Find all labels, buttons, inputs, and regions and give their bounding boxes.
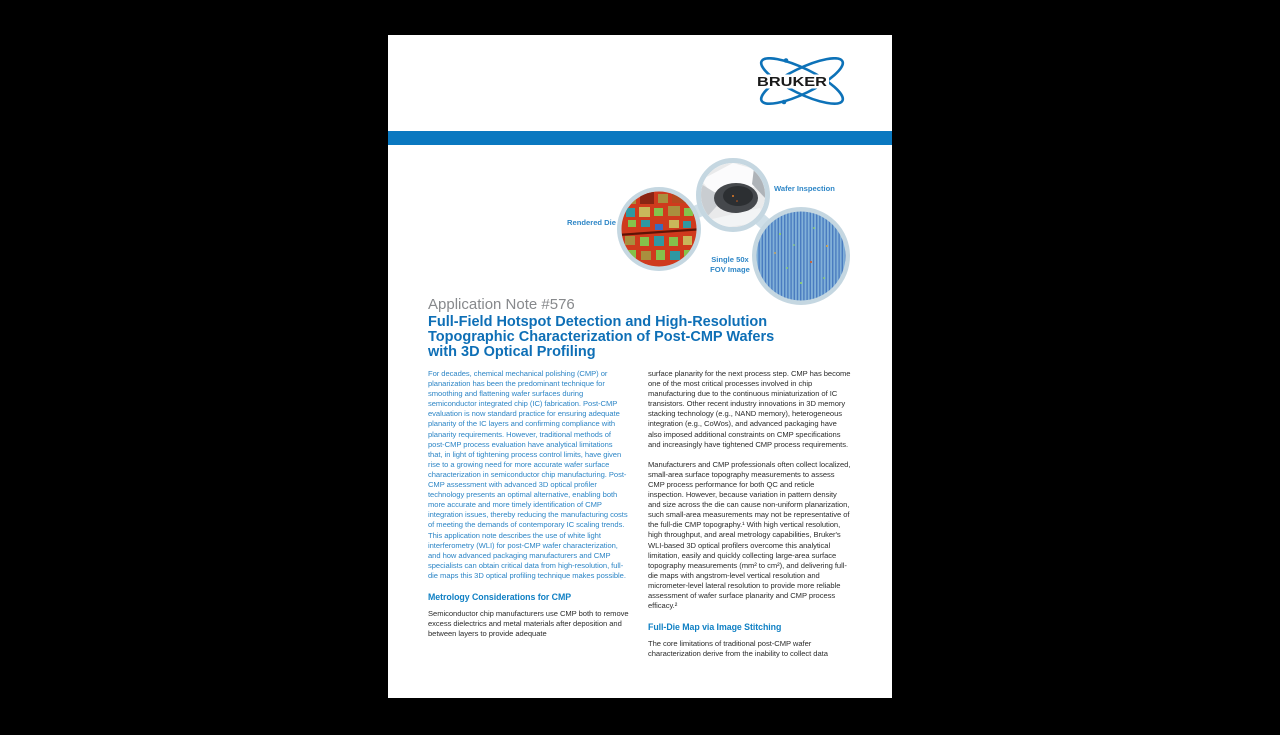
intro-paragraph: For decades, chemical mechanical polishing (CMP) or planarization has been the predominant technique for smoothing and flattening wafer surfaces during semiconductor integrated chip (IC) fabrication. Post-CMP evaluation is now standard practice for ensuring adequate planarity of the IC layers and confirming compliance with planarity requirements. However, traditional methods of post-CMP process evaluation have analytical limitations that, in light of tightening process control limits, have given rise to a growing need for more accurate wafer surface characterization in semiconductor chip manufacturing. Post-CMP assessment with advanced 3D optical profiler technology presents an optimal alternative, enabling both more accurate and more timely identification of CMP integration issues, thereby reducing the manufacturing costs of meeting the demands of contemporary IC scaling trends. This application note describes the use of white light interferometry (WLI) for post-CMP wafer characterization, and how advanced packaging manufacturers and CMP specialists can obtain critical data from high-resolution, full-die maps this 3D optical profiling technique makes possible. — [428, 369, 628, 580]
metrology-paragraph: Semiconductor chip manufacturers use CMP both to remove excess dielectrics and metal materials after deposition and between layers to provide adequate — [428, 609, 629, 639]
right-paragraph-1: surface planarity for the next process step. CMP has become one of the most critical processes involved in chip manufacturing due to the continuous miniaturization of IC transistors. Other recent industry innovations in 3D memory stacking technology (e.g., NAND memory), heterogeneous integration (e.g., CoWos), and advanced packaging have also imposed additional constraints on CMP specifications and increasingly have tightened CMP process requirements. — [648, 369, 851, 449]
left-column — [428, 369, 629, 639]
page-title-line1: Full-Field Hotspot Detection and High-Resolution — [428, 314, 768, 330]
hero-figure — [528, 150, 892, 313]
document-page — [388, 35, 892, 698]
wafer-inspection-label: Wafer Inspection — [774, 184, 835, 193]
right-column — [648, 369, 851, 659]
logo-wordmark: BRUKER — [757, 74, 828, 89]
right-paragraph-3: The core limitations of traditional post-CMP wafer characterization derive from the inability to collect data — [648, 639, 828, 659]
fov-label-line2: FOV Image — [710, 265, 750, 274]
page-title-line3: with 3D Optical Profiling — [428, 344, 596, 360]
page-title-line2: Topographic Characterization of Post-CMP Wafers — [428, 329, 775, 345]
fov-label-line1: Single 50x — [711, 255, 749, 264]
app-note-number: Application Note #576 — [428, 296, 575, 313]
bruker-logo — [754, 57, 852, 109]
page-title — [428, 315, 774, 360]
rendered-die-image — [619, 189, 699, 269]
fov-image — [755, 210, 848, 303]
section-heading-full-die-map: Full-Die Map via Image Stitching — [648, 622, 782, 633]
right-paragraph-2: Manufacturers and CMP professionals often collect localized, small-area surface topography measurements to assess CMP process performance for both QC and reticle inspection. However, because variation in pattern density and size across the die can cause non-uniform planarization, such small-area measurements may not be representative of the full-die CMP topography.¹ With high vertical resolution, high throughput, and areal metrology capabilities, Bruker's WLI-based 3D optical profilers overcome this analytical limitation, easily and quickly collecting large-area surface topography measurements (mm² to cm²), and delivering full-die maps with angstrom-level vertical resolution and micrometer-level lateral resolution to provide more reliable assessment of wafer surface planarity and CMP process efficacy.² — [648, 459, 851, 611]
wafer-inspection-image — [699, 161, 768, 230]
brand-color-bar — [388, 131, 892, 145]
section-heading-metrology: Metrology Considerations for CMP — [428, 591, 572, 602]
rendered-die-label: Rendered Die — [567, 218, 616, 227]
